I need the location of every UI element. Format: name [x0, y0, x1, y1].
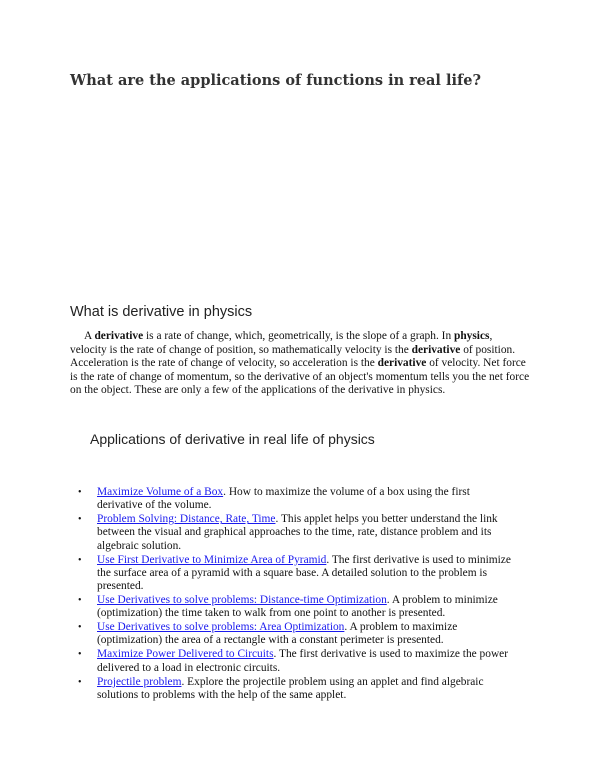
section-heading-applications: Applications of derivative in real life of physics — [90, 431, 375, 447]
list-item — [76, 594, 516, 620]
application-link[interactable]: Maximize Power Delivered to Circuits — [97, 648, 274, 661]
application-description: . Explore the projectile problem using an applet and find algebraic solutions to problems with the help of the same applet. — [97, 675, 484, 701]
application-description: . The first derivative is used to minimize the surface area of a pyramid with a square base. A detailed solution to the problem is presented. — [97, 553, 511, 593]
bold-term: derivative — [94, 330, 144, 342]
paragraph-text: of position. Acceleration is the rate of change of velocity, so acceleration is the — [70, 343, 516, 370]
list-item — [76, 676, 516, 702]
applications-list — [76, 486, 516, 703]
page-title: What are the applications of functions in real life? — [70, 72, 481, 89]
list-item — [76, 621, 516, 647]
bold-term: physics — [453, 330, 490, 342]
list-item — [76, 554, 516, 594]
bullet-icon: • — [78, 514, 82, 526]
list-item — [76, 513, 516, 553]
paragraph-text: , velocity is the rate of change of position, so mathematically velocity is the — [70, 330, 493, 356]
derivative-paragraph — [70, 330, 530, 398]
application-description: . A problem to minimize (optimization) the time taken to walk from one point to another is presented. — [97, 594, 498, 620]
paragraph-text: of velocity. Net force is the rate of change of momentum, so the derivative of an object's momentum tells you the net force on the object. These are only a few of the applications of the derivative in physics. — [70, 357, 530, 397]
application-link[interactable]: Use Derivatives to solve problems: Distance-time Optimization — [97, 594, 387, 607]
application-description: . The first derivative is used to maximize the power delivered to a load in electronic circuits. — [97, 648, 509, 674]
application-link[interactable]: Use First Derivative to Minimize Area of Pyramid — [97, 553, 327, 566]
bullet-icon: • — [78, 487, 82, 498]
application-description: . A problem to maximize (optimization) the area of a rectangle with a constant perimeter is presented. — [97, 621, 458, 647]
bullet-icon: • — [78, 649, 82, 661]
application-link[interactable]: Maximize Volume of a Box — [97, 486, 224, 498]
bullet-icon: • — [78, 595, 82, 607]
bold-term: derivative — [411, 343, 461, 356]
bullet-icon: • — [78, 622, 82, 634]
application-description: . This applet helps you better understand the link between the visual and graphical approaches to the time, rate, distance problem and its algebraic solution. — [97, 513, 498, 552]
paragraph-text: is a rate of change, which, geometrically, is the slope of a graph. In — [143, 330, 454, 342]
application-link[interactable]: Problem Solving: Distance, Rate, Time — [97, 513, 276, 526]
application-description: . How to maximize the volume of a box using the first derivative of the volume. — [97, 486, 470, 512]
bullet-icon: • — [78, 554, 82, 566]
section-heading-derivative-physics: What is derivative in physics — [70, 304, 253, 320]
list-item — [76, 486, 516, 512]
bullet-icon: • — [78, 676, 82, 688]
paragraph-text: A — [84, 330, 95, 342]
application-link[interactable]: Use Derivatives to solve problems: Area Optimization — [97, 621, 345, 634]
list-item — [76, 648, 516, 674]
application-link[interactable]: Projectile problem — [97, 675, 182, 688]
bold-term: derivative — [377, 357, 427, 370]
